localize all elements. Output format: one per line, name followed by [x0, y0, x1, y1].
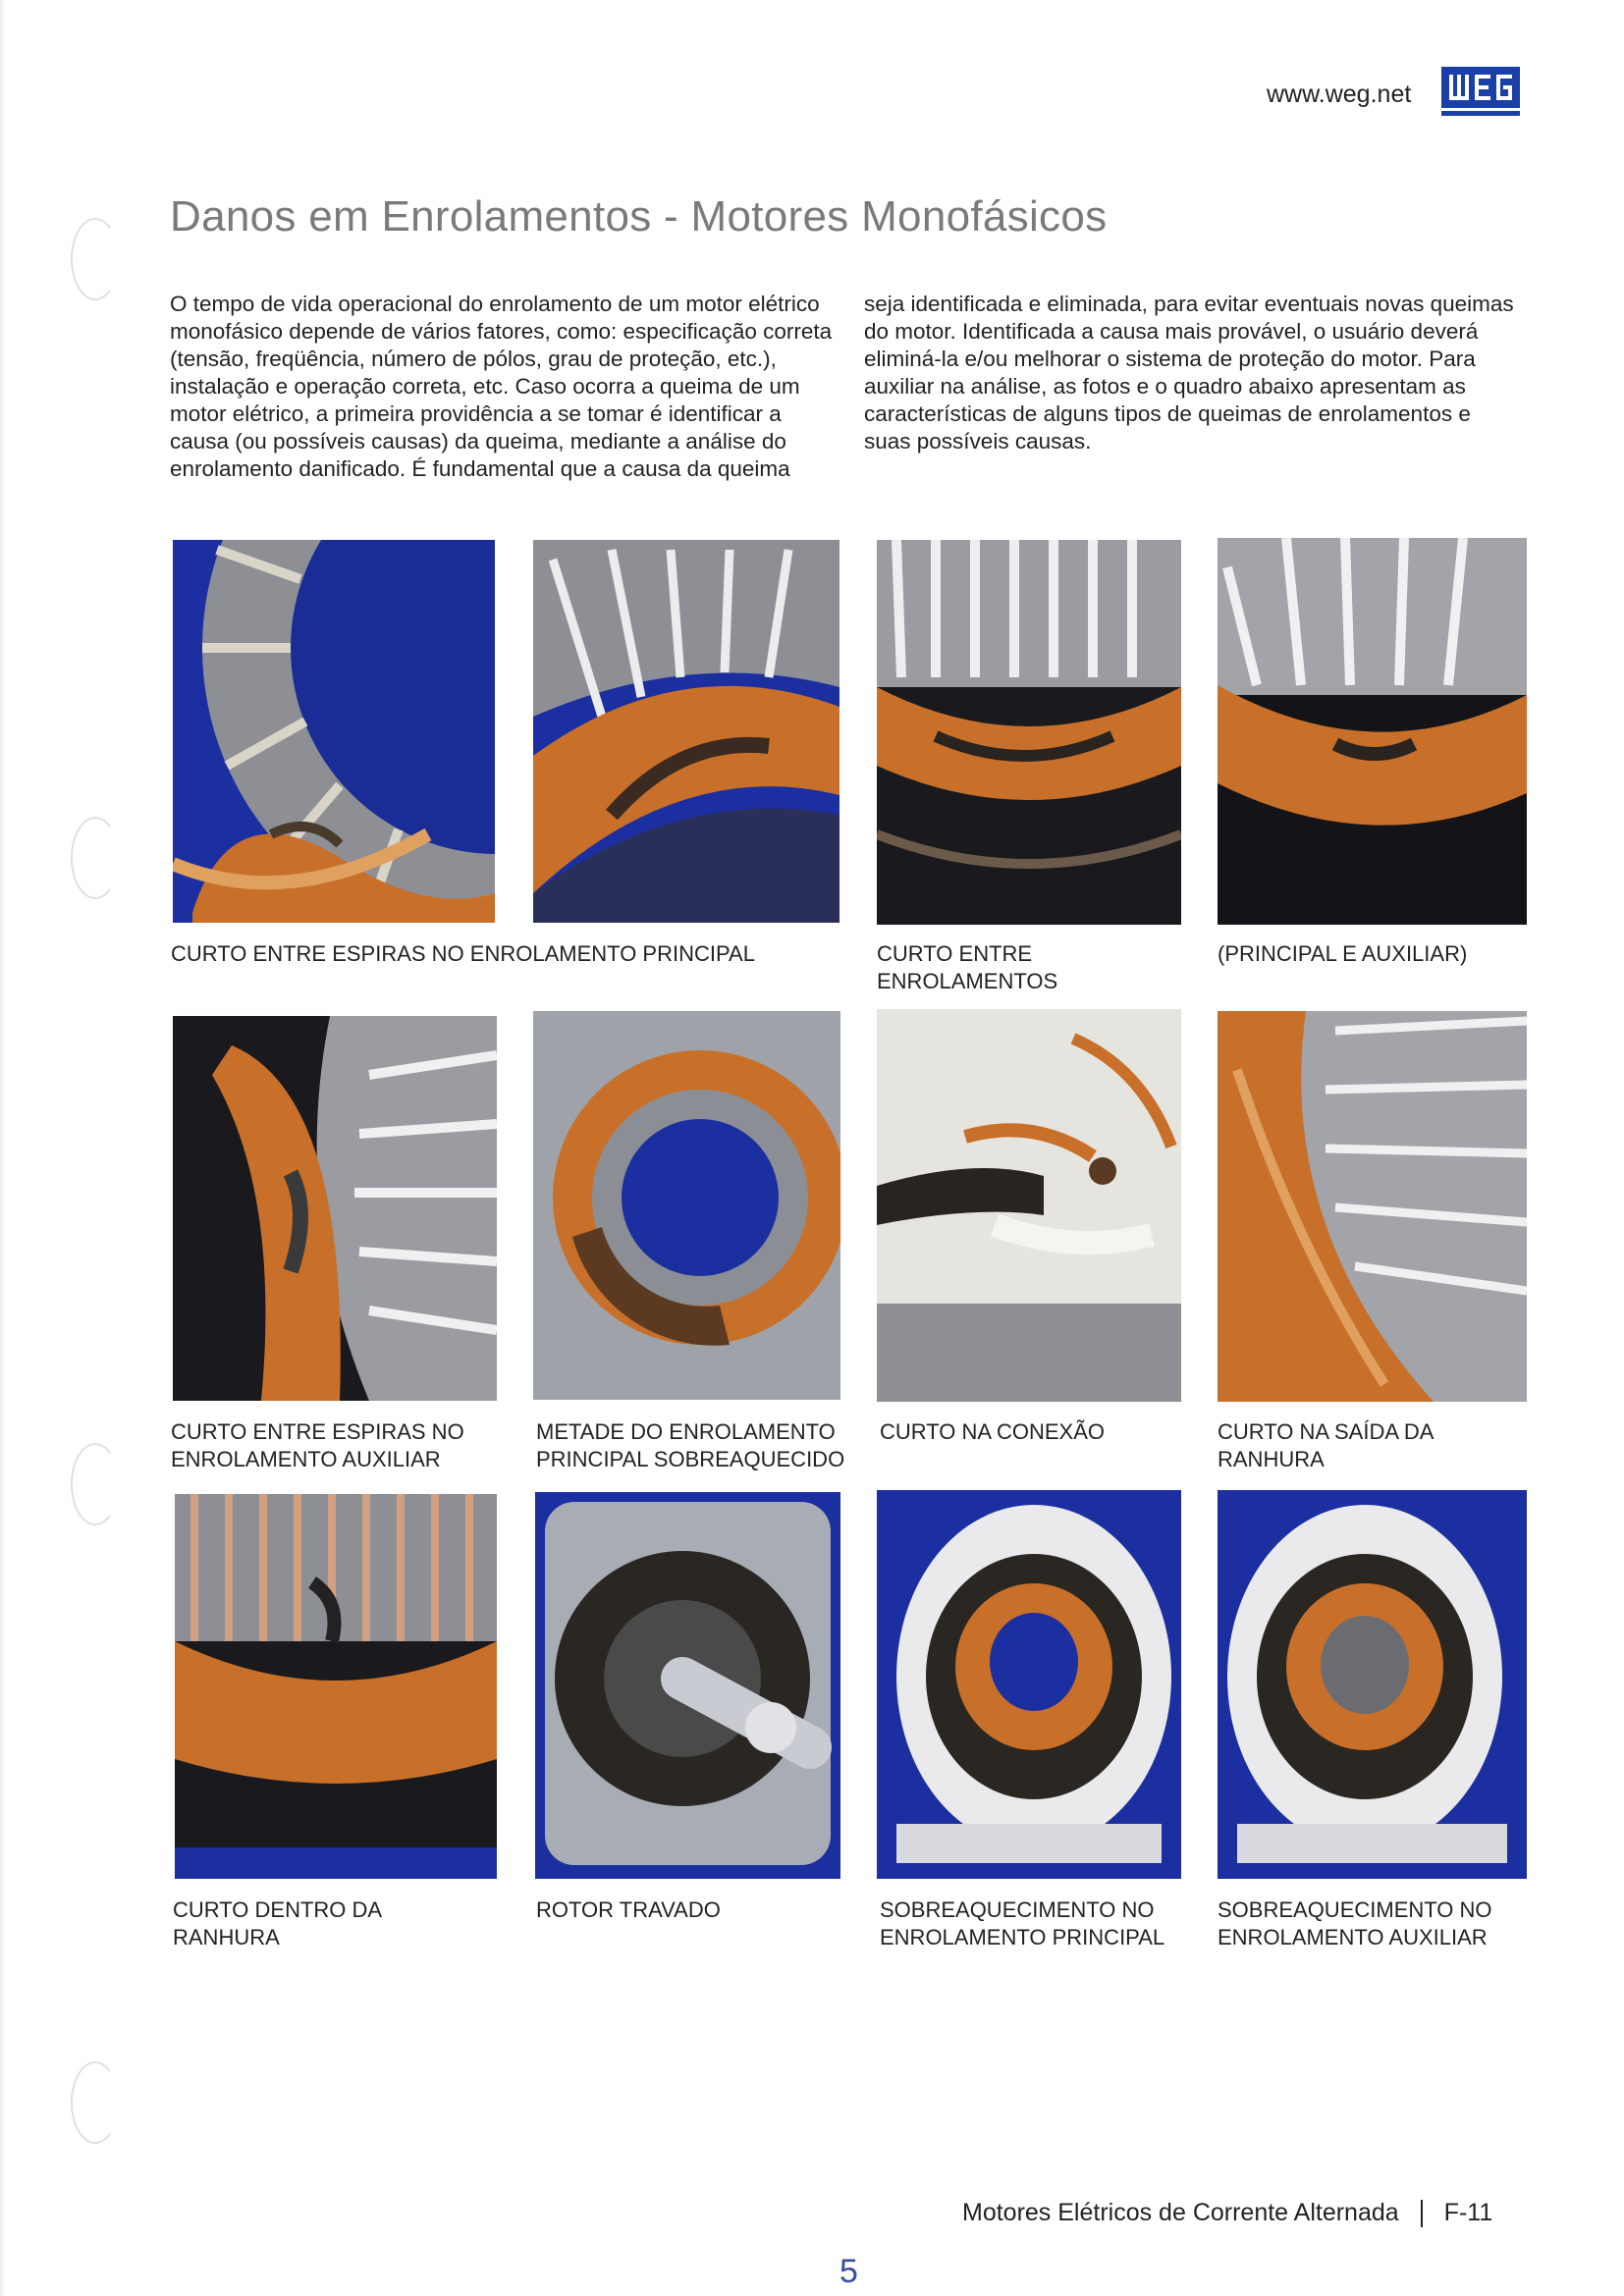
binder-ring — [71, 218, 120, 300]
binder-ring — [71, 2061, 120, 2144]
photo-curto-entre-enrolamentos-2 — [1218, 538, 1527, 925]
header-url: www.weg.net — [1267, 80, 1412, 108]
binder-ring — [71, 817, 120, 899]
photo-curto-espiras-principal-2 — [533, 540, 839, 923]
photo-sobreaquecimento-principal — [877, 1490, 1181, 1879]
photo-curto-na-conexao — [877, 1009, 1181, 1402]
handwritten-number: 5 — [839, 2253, 858, 2290]
page-edge — [0, 0, 3, 2296]
photo-sobreaquecimento-auxiliar — [1218, 1490, 1527, 1879]
binder-ring — [71, 1443, 120, 1525]
caption-curto-saida-ranhura: CURTO NA SAÍDA DA RANHURA — [1218, 1419, 1434, 1471]
caption-curto-entre-enrolamentos: CURTO ENTRE ENROLAMENTOS — [877, 941, 1058, 993]
page-title: Danos em Enrolamentos - Motores Monofásicos — [170, 192, 1108, 240]
caption-sobreaquecimento-principal: SOBREAQUECIMENTO NO ENROLAMENTO PRINCIPAL — [880, 1897, 1165, 1949]
photo-rotor-travado — [535, 1492, 840, 1879]
caption-metade-enrolamento: METADE DO ENROLAMENTO PRINCIPAL SOBREAQUECIDO — [536, 1419, 845, 1471]
caption-curto-conexao: CURTO NA CONEXÃO — [880, 1419, 1106, 1444]
photo-curto-dentro-ranhura — [175, 1494, 497, 1879]
photo-curto-saida-ranhura — [1218, 1011, 1527, 1402]
caption-curto-espiras-auxiliar: CURTO ENTRE ESPIRAS NO ENROLAMENTO AUXILIAR — [171, 1419, 464, 1471]
photo-curto-espiras-principal-1 — [173, 540, 495, 923]
photo-curto-entre-enrolamentos-1 — [877, 540, 1181, 925]
caption-principal-auxiliar: (PRINCIPAL E AUXILIAR) — [1218, 941, 1468, 966]
caption-curto-espiras-principal: CURTO ENTRE ESPIRAS NO ENROLAMENTO PRINCIPAL — [171, 941, 755, 966]
footer-separator — [1421, 2200, 1423, 2227]
weg-logo — [1441, 67, 1520, 116]
intro-column-2: seja identificada e eliminada, para evitar eventuais novas queimas do motor. Identificada a causa mais provável, o usuário deverá eliminá-la e/ou melhorar o sistema de proteção do motor. Para auxiliar na análise, as fotos e o quadro abaixo apresentam as características de alguns tipos de queimas de enrolamentos e suas possíveis causas. — [864, 292, 1514, 454]
caption-curto-dentro-ranhura: CURTO DENTRO DA RANHURA — [173, 1897, 381, 1949]
footer-page-number: F-11 — [1443, 2199, 1493, 2226]
footer — [962, 2199, 1492, 2227]
photo-metade-enrolamento-sobreaquecido — [533, 1011, 840, 1400]
caption-sobreaquecimento-auxiliar: SOBREAQUECIMENTO NO ENROLAMENTO AUXILIAR — [1218, 1897, 1492, 1949]
footer-text: Motores Elétricos de Corrente Alternada — [962, 2199, 1399, 2226]
caption-rotor-travado: ROTOR TRAVADO — [536, 1897, 721, 1922]
photo-curto-espiras-auxiliar — [173, 1016, 497, 1401]
intro-column-1: O tempo de vida operacional do enrolamento de um motor elétrico monofásico depende de vários fatores, como: especificação correta (tensão, freqüência, número de pólos, grau de proteção, etc.), instalação e operação correta, etc. Caso ocorra a queima de um motor elétrico, a primeira providência a se tomar é identificar a causa (ou possíveis causas) da queima, mediante a análise do enrolamento danificado. É fundamental que a causa da queima — [170, 292, 833, 481]
